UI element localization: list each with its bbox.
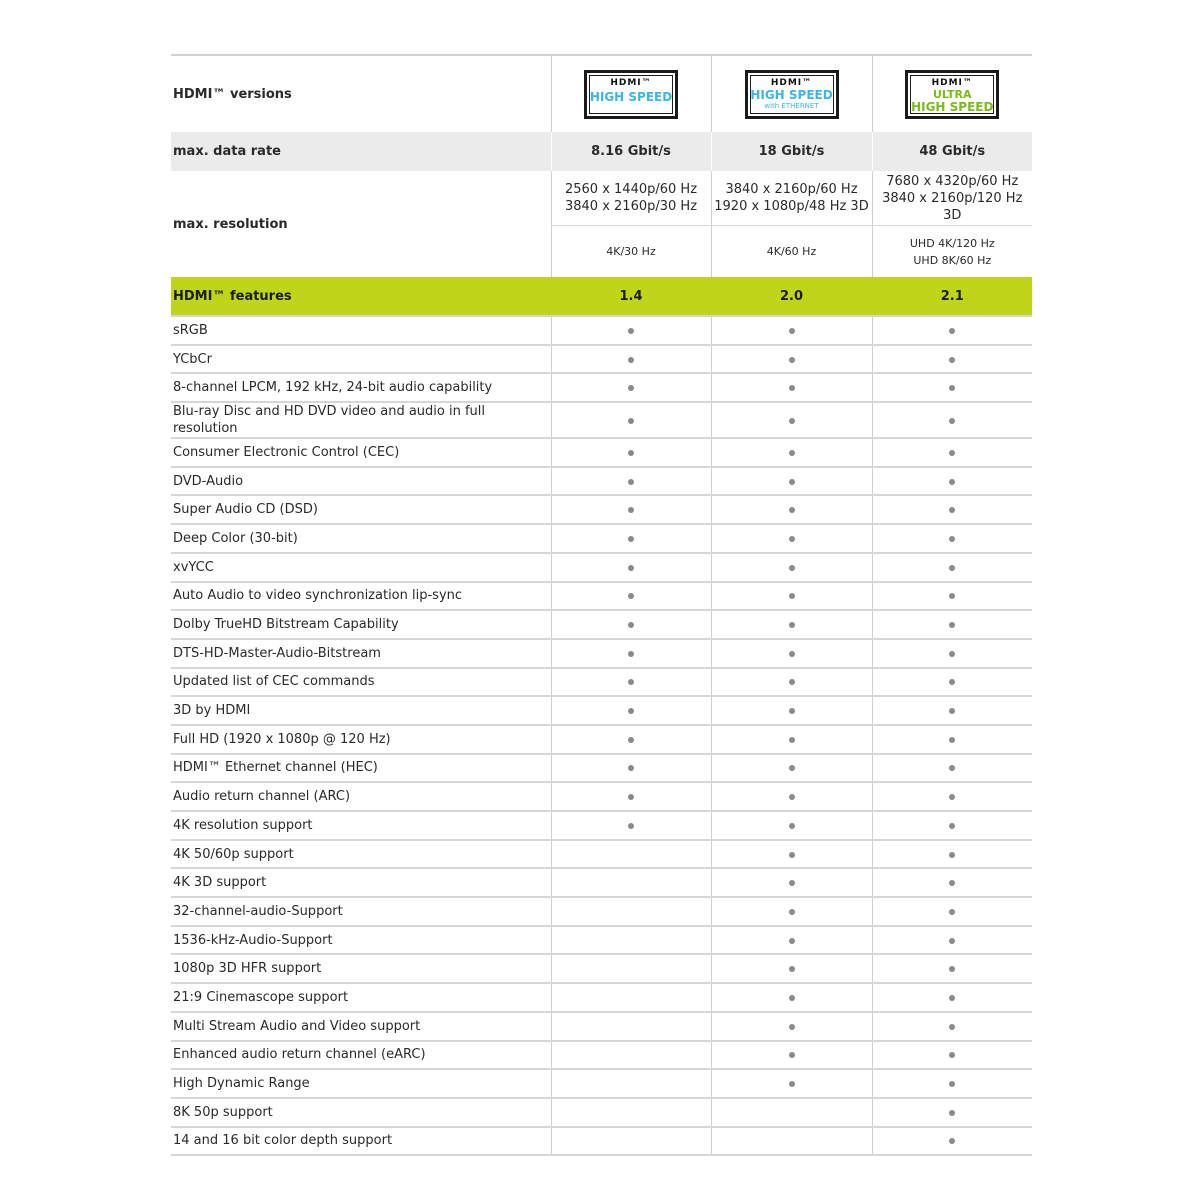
support-cell [872, 1098, 1032, 1127]
feature-row [171, 782, 1032, 811]
feature-name: xvYCC [171, 553, 551, 582]
support-cell [711, 696, 872, 725]
supported-dot-icon [789, 479, 795, 485]
support-cell [551, 1098, 711, 1127]
support-cell [711, 1127, 872, 1156]
supported-dot-icon [949, 418, 955, 424]
feature-row [171, 668, 1032, 697]
feature-name: 4K 3D support [171, 868, 551, 897]
supported-dot-icon [628, 565, 634, 571]
supported-dot-icon [628, 679, 634, 685]
support-cell [711, 897, 872, 926]
resolution-secondary: 4K/60 Hz [711, 226, 872, 278]
features-label: HDMI™ features [171, 277, 551, 316]
support-cell [711, 438, 872, 467]
supported-dot-icon [789, 622, 795, 628]
supported-dot-icon [949, 880, 955, 886]
feature-row [171, 983, 1032, 1012]
feature-name: Enhanced audio return channel (eARC) [171, 1041, 551, 1070]
feature-row [171, 467, 1032, 496]
supported-dot-icon [789, 909, 795, 915]
support-cell [872, 373, 1032, 402]
support-cell [711, 725, 872, 754]
support-cell [711, 954, 872, 983]
supported-dot-icon [789, 418, 795, 424]
supported-dot-icon [628, 507, 634, 513]
supported-dot-icon [949, 1052, 955, 1058]
support-cell [711, 524, 872, 553]
support-cell [551, 582, 711, 611]
feature-row [171, 639, 1032, 668]
feature-row [171, 553, 1032, 582]
supported-dot-icon [628, 418, 634, 424]
feature-name: sRGB [171, 316, 551, 345]
supported-dot-icon [628, 794, 634, 800]
supported-dot-icon [789, 966, 795, 972]
support-cell [872, 782, 1032, 811]
feature-row [171, 868, 1032, 897]
resolution-secondary: 4K/30 Hz [551, 226, 711, 278]
supported-dot-icon [789, 1024, 795, 1030]
support-cell [711, 840, 872, 869]
supported-dot-icon [949, 357, 955, 363]
support-cell [872, 954, 1032, 983]
support-cell [551, 754, 711, 783]
feature-row [171, 754, 1032, 783]
feature-name: 4K resolution support [171, 811, 551, 840]
support-cell [872, 610, 1032, 639]
support-cell [551, 610, 711, 639]
support-cell [872, 811, 1032, 840]
feature-name: 21:9 Cinemascope support [171, 983, 551, 1012]
supported-dot-icon [949, 966, 955, 972]
feature-row [171, 610, 1032, 639]
support-cell [711, 610, 872, 639]
support-cell [711, 345, 872, 374]
supported-dot-icon [949, 938, 955, 944]
support-cell [551, 782, 711, 811]
feature-row [171, 926, 1032, 955]
resolution-row [171, 171, 1032, 226]
support-cell [551, 1041, 711, 1070]
support-cell [711, 1041, 872, 1070]
support-cell [551, 954, 711, 983]
supported-dot-icon [949, 737, 955, 743]
support-cell [872, 402, 1032, 438]
feature-row [171, 316, 1032, 345]
feature-name: 8-channel LPCM, 192 kHz, 24-bit audio capability [171, 373, 551, 402]
support-cell [872, 582, 1032, 611]
support-cell [711, 868, 872, 897]
feature-row [171, 1041, 1032, 1070]
support-cell [711, 983, 872, 1012]
supported-dot-icon [789, 507, 795, 513]
supported-dot-icon [789, 1052, 795, 1058]
resolution-label: max. resolution [173, 216, 288, 232]
support-cell [551, 1127, 711, 1156]
version-number: 2.0 [711, 277, 872, 316]
support-cell [711, 782, 872, 811]
feature-name: Deep Color (30-bit) [171, 524, 551, 553]
resolution-primary: 3840 x 2160p/60 Hz 1920 x 1080p/48 Hz 3D [711, 171, 872, 226]
supported-dot-icon [628, 450, 634, 456]
data-rate-label: max. data rate [171, 132, 551, 171]
support-cell [551, 553, 711, 582]
support-cell [872, 1069, 1032, 1098]
feature-row [171, 954, 1032, 983]
feature-row [171, 811, 1032, 840]
supported-dot-icon [949, 1138, 955, 1144]
hdmi-comparison-table [171, 54, 1032, 1156]
logo-cell-3 [872, 55, 1032, 132]
supported-dot-icon [949, 909, 955, 915]
support-cell [551, 402, 711, 438]
supported-dot-icon [789, 536, 795, 542]
supported-dot-icon [789, 794, 795, 800]
supported-dot-icon [949, 651, 955, 657]
support-cell [551, 1012, 711, 1041]
feature-row [171, 1127, 1032, 1156]
supported-dot-icon [789, 357, 795, 363]
supported-dot-icon [789, 651, 795, 657]
supported-dot-icon [628, 593, 634, 599]
support-cell [872, 840, 1032, 869]
feature-row [171, 495, 1032, 524]
supported-dot-icon [628, 651, 634, 657]
supported-dot-icon [628, 479, 634, 485]
feature-name: 4K 50/60p support [171, 840, 551, 869]
version-number: 1.4 [551, 277, 711, 316]
feature-name: 32-channel-audio-Support [171, 897, 551, 926]
versions-label: HDMI™ versions [171, 55, 551, 132]
data-rate-value: 18 Gbit/s [711, 132, 872, 171]
support-cell [711, 402, 872, 438]
supported-dot-icon [949, 765, 955, 771]
supported-dot-icon [949, 1024, 955, 1030]
feature-name: Blu-ray Disc and HD DVD video and audio in full resolution [171, 402, 551, 438]
support-cell [551, 495, 711, 524]
data-rate-value: 48 Gbit/s [872, 132, 1032, 171]
supported-dot-icon [628, 765, 634, 771]
supported-dot-icon [789, 593, 795, 599]
support-cell [711, 495, 872, 524]
support-cell [711, 811, 872, 840]
data-rate-value: 8.16 Gbit/s [551, 132, 711, 171]
supported-dot-icon [628, 328, 634, 334]
feature-name: HDMI™ Ethernet channel (HEC) [171, 754, 551, 783]
support-cell [872, 316, 1032, 345]
supported-dot-icon [949, 565, 955, 571]
supported-dot-icon [949, 852, 955, 858]
support-cell [711, 1069, 872, 1098]
supported-dot-icon [949, 823, 955, 829]
support-cell [872, 1127, 1032, 1156]
support-cell [551, 1069, 711, 1098]
hdmi-high-speed-logo: HDMI™ HIGH SPEED [584, 70, 678, 119]
support-cell [551, 668, 711, 697]
support-cell [551, 725, 711, 754]
support-cell [551, 345, 711, 374]
feature-row [171, 345, 1032, 374]
support-cell [551, 639, 711, 668]
feature-row [171, 582, 1032, 611]
support-cell [872, 495, 1032, 524]
support-cell [551, 438, 711, 467]
feature-row [171, 438, 1032, 467]
supported-dot-icon [949, 995, 955, 1001]
feature-name: YCbCr [171, 345, 551, 374]
feature-name: 8K 50p support [171, 1098, 551, 1127]
version-number: 2.1 [872, 277, 1032, 316]
support-cell [872, 696, 1032, 725]
feature-name: Super Audio CD (DSD) [171, 495, 551, 524]
support-cell [711, 553, 872, 582]
supported-dot-icon [949, 708, 955, 714]
supported-dot-icon [628, 385, 634, 391]
support-cell [711, 1098, 872, 1127]
support-cell [872, 553, 1032, 582]
feature-row [171, 696, 1032, 725]
supported-dot-icon [949, 328, 955, 334]
support-cell [872, 983, 1032, 1012]
supported-dot-icon [949, 385, 955, 391]
support-cell [711, 373, 872, 402]
supported-dot-icon [949, 1081, 955, 1087]
feature-name: Multi Stream Audio and Video support [171, 1012, 551, 1041]
supported-dot-icon [789, 328, 795, 334]
supported-dot-icon [949, 622, 955, 628]
support-cell [711, 467, 872, 496]
supported-dot-icon [628, 357, 634, 363]
support-cell [711, 582, 872, 611]
support-cell [872, 897, 1032, 926]
supported-dot-icon [628, 708, 634, 714]
support-cell [872, 524, 1032, 553]
resolution-primary: 2560 x 1440p/60 Hz 3840 x 2160p/30 Hz [551, 171, 711, 226]
feature-name: 3D by HDMI [171, 696, 551, 725]
supported-dot-icon [789, 938, 795, 944]
supported-dot-icon [789, 1081, 795, 1087]
support-cell [872, 345, 1032, 374]
support-cell [551, 696, 711, 725]
data-rate-row [171, 132, 1032, 171]
supported-dot-icon [789, 765, 795, 771]
supported-dot-icon [628, 823, 634, 829]
support-cell [872, 1012, 1032, 1041]
logo-cell-2 [711, 55, 872, 132]
feature-row [171, 1098, 1032, 1127]
support-cell [551, 373, 711, 402]
feature-row [171, 373, 1032, 402]
support-cell [551, 868, 711, 897]
supported-dot-icon [789, 823, 795, 829]
feature-row [171, 1069, 1032, 1098]
supported-dot-icon [789, 737, 795, 743]
support-cell [551, 316, 711, 345]
supported-dot-icon [628, 737, 634, 743]
support-cell [551, 983, 711, 1012]
supported-dot-icon [949, 1110, 955, 1116]
hdmi-high-speed-ethernet-logo: HDMI™ HIGH SPEED with ETHERNET [745, 70, 839, 119]
support-cell [551, 524, 711, 553]
feature-name: 1080p 3D HFR support [171, 954, 551, 983]
support-cell [872, 926, 1032, 955]
resolution-primary: 7680 x 4320p/60 Hz 3840 x 2160p/120 Hz 3D [872, 171, 1032, 226]
support-cell [711, 754, 872, 783]
support-cell [711, 668, 872, 697]
feature-name: Audio return channel (ARC) [171, 782, 551, 811]
supported-dot-icon [789, 565, 795, 571]
feature-name: Dolby TrueHD Bitstream Capability [171, 610, 551, 639]
support-cell [711, 316, 872, 345]
supported-dot-icon [949, 450, 955, 456]
support-cell [551, 467, 711, 496]
support-cell [711, 926, 872, 955]
resolution-secondary: UHD 4K/120 Hz UHD 8K/60 Hz [872, 226, 1032, 278]
feature-name: 14 and 16 bit color depth support [171, 1127, 551, 1156]
feature-name: DTS-HD-Master-Audio-Bitstream [171, 639, 551, 668]
supported-dot-icon [789, 385, 795, 391]
supported-dot-icon [628, 622, 634, 628]
feature-name: Full HD (1920 x 1080p @ 120 Hz) [171, 725, 551, 754]
support-cell [872, 668, 1032, 697]
supported-dot-icon [789, 708, 795, 714]
support-cell [872, 754, 1032, 783]
support-cell [872, 639, 1032, 668]
supported-dot-icon [949, 479, 955, 485]
supported-dot-icon [949, 794, 955, 800]
supported-dot-icon [949, 679, 955, 685]
support-cell [551, 926, 711, 955]
support-cell [711, 1012, 872, 1041]
supported-dot-icon [789, 880, 795, 886]
feature-row [171, 402, 1032, 438]
supported-dot-icon [789, 450, 795, 456]
support-cell [551, 811, 711, 840]
supported-dot-icon [628, 536, 634, 542]
features-header-row [171, 277, 1032, 316]
hdmi-comparison-sheet [171, 54, 1032, 1156]
feature-name: Consumer Electronic Control (CEC) [171, 438, 551, 467]
supported-dot-icon [949, 507, 955, 513]
feature-name: Updated list of CEC commands [171, 668, 551, 697]
support-cell [872, 467, 1032, 496]
support-cell [872, 725, 1032, 754]
support-cell [872, 1041, 1032, 1070]
support-cell [551, 840, 711, 869]
support-cell [551, 897, 711, 926]
supported-dot-icon [949, 536, 955, 542]
hdmi-ultra-high-speed-logo: HDMI™ ULTRA HIGH SPEED [905, 70, 999, 119]
feature-name: DVD-Audio [171, 467, 551, 496]
supported-dot-icon [949, 593, 955, 599]
supported-dot-icon [789, 995, 795, 1001]
supported-dot-icon [789, 852, 795, 858]
feature-row [171, 840, 1032, 869]
support-cell [711, 639, 872, 668]
support-cell [872, 438, 1032, 467]
feature-name: Auto Audio to video synchronization lip-sync [171, 582, 551, 611]
support-cell [872, 868, 1032, 897]
versions-row [171, 55, 1032, 132]
feature-name: High Dynamic Range [171, 1069, 551, 1098]
feature-row [171, 1012, 1032, 1041]
feature-row [171, 725, 1032, 754]
supported-dot-icon [789, 679, 795, 685]
logo-cell-1 [551, 55, 711, 132]
feature-row [171, 524, 1032, 553]
feature-name: 1536-kHz-Audio-Support [171, 926, 551, 955]
feature-row [171, 897, 1032, 926]
